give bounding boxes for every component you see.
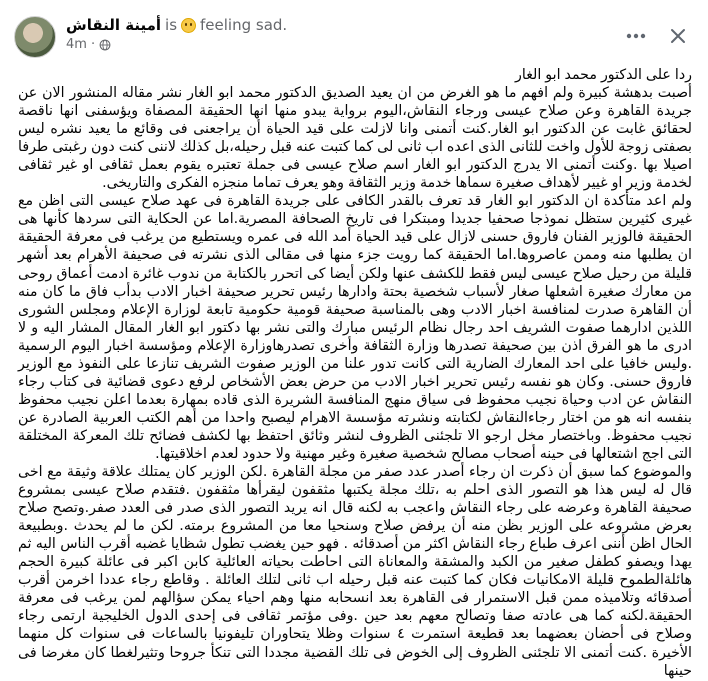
more-options-icon[interactable]	[624, 24, 648, 48]
post-controls	[624, 24, 690, 48]
author-line	[66, 15, 287, 35]
post-paragraph-1: أصبت بدهشة كبيرة ولم افهم ما هو الغرض من ان يعيد الصديق الدكتور محمد ابو الغار نشر مقاله المنشور الان عن جريدة القاهرة وعن صلاح عيسى ورجاء النقاش،اليوم برواية يبدو منها انها الحقيقة المصفاة ويؤسفنى انها ناقصة لحقائق غابت عن الدكتور ابو الغار.كنت أتمنى وانا لازلت على قيد الحياة أن يراجعنى فى وقائع ما يعيد نشره ليس بصفتى زوجة للأول واخت للثانى الذى اعده اب ثانى لى كما كتبت عنه قبل رحيله،بل كذلك لاننى كنت دون رغبتى طرفا اصيلا بها .وكنت أتمنى الا يدرج الدكتور ابو الغار اسم صلاح عيسى فى جملة تعتبره يقوم بعمل ثقافى او غير ثقافى لخدمة وزير او غيير لأهداف صغيرة سماها خدمة وزير الثقافة وهو يعرف تماما منجزه الفكرى والتاريخى.	[18, 85, 692, 192]
post-body	[14, 66, 694, 680]
feeling-text[interactable]: feeling sad.	[200, 16, 288, 34]
post-header	[14, 10, 694, 66]
close-icon[interactable]	[666, 24, 690, 48]
status-prefix: is	[165, 16, 178, 34]
post-greeting: ردا على الدكتور محمد ابو الغار	[515, 67, 692, 83]
author-name[interactable]: أمينة النقاش	[66, 16, 162, 34]
post-meta	[66, 15, 287, 52]
post-subline	[66, 37, 287, 52]
post-timestamp[interactable]: 4m	[66, 37, 87, 52]
post-paragraph-2: ولم اعد متأكدة ان الدكتور ابو الغار قد تعرف بالقدر الكافى على جريدة القاهرة فى عهد صلاح عيسى التى اظن مع غيرى كثيرين ستظل نموذجا صحفيا جديدا ومبتكرا فى تاريخ الصحافة المصرية.اما عن الحكاية التى سردها كأنها هى الحقيقة فالوزير الفنان فاروق حسنى لازال على قيد الحياة أمد الله فى عمره ويستطيع من يرغب فى معرفة الحقيقة ان يطلبها منه وممن عاصروها.اما الحقيقة كما رويت جزء منها فى مقالى الذى نشرته فى صحيفة الأهرام بعد أشهر قليلة من رحيل صلاح عيسى ليس فقط للكشف عنها ولكن أيضا كى اتحرر بالكتابة من ندوب غائرة ادمت أعماق روحى من معارك صغيرة اشعلها صغار لأسباب شخصية بحتة وادارها رئيس تحرير صحيفة اخبار الادب بدأب فاق ما كان منه أن القاهرة صدرت لمنافسة اخبار الادب وهى بالمناسبة صحيفة قومية حكومية تابعة لوزارة الإعلام ومجلس الشورى اللذين ادارهما صفوت الشريف احد رجال نظام الرئيس مبارك والتى نشر بها دكتور ابو الغار المقال المشار اليه و لا ادرى ما هو الفرق اذن بين صحيفة تصدرها وزارة الثقافة وأخرى تصدرهاوزارة الإعلام ومؤسسة اخبار اليوم الرسمية .وليس خافيا على احد المعارك الضارية التى كانت تدور علنا من الوزير صفوت الشريف تنازعا على النفوذ مع الوزير فاروق حسنى. وكان هو نفسه رئيس تحرير اخبار الادب من حرض بعض الأشخاص لرفع دعوى قضائية فى كتاب رجاء النقاش عن ادب وحياة نجيب محفوظ فى سياق منهج المنافسة الشريرة الذى قاده بمهارة بعدما اعلن نجيب محفوظ بنفسه انه هو من اختار رجاءالنقاش لكتابته ونشرته مؤسسة الاهرام ليصبح واحدا من أهم الكتب العربية الصادرة عن نجيب محفوظ. وباختصار مخل ارجو الا تلجئنى الظروف لنشر وثائق احتفظ بها لكشف فضائح تلك المعركة المختلقة التى اجج اشتعالها فى حينه أصحاب مصالح شخصية صغيرة وغير مهنية ولا حدود لعدم اخلاقيتها.	[18, 193, 692, 462]
sad-face-emoji-icon	[181, 18, 196, 33]
separator-dot: ·	[90, 37, 96, 52]
globe-icon[interactable]	[99, 39, 111, 51]
post-paragraph-3: والموضوع كما سبق أن ذكرت ان رجاء أصدر عدد صفر من مجلة القاهرة .لكن الوزير كان يمتلك علاقة وثيقة مع اخى قال له ليس هذا هو التصور الذى احلم به ،تلك مجلة يكتبها مثقفون ليقرأها مثقفون .فتقدم صلاح عيسى بمشروع صحيفة القاهرة وعرضه على رجاء النقاش واعجب به لكنه قال انه يريد التصور الذى صدر فى العدد صفر.وتصح صلاح بعرض مشروعه على الوزير بظن منه أن يرفض صلاح وسنحيا معا من المشروع برمته. لكن ما لم يحدث .وبطبيعة الحال اظن أننى اعرف طباع رجاء النقاش اكثر من أصدقائه . فهو حين يغضب تطول شظايا غضبه أقرب الناس اليه ثم يهدا ويصفو كطفل صغير من الكبد والمشقة والمعاناة التى احاطت بحياته العائلية كابن اكبر فى عائلة كبيرة الحجم هائلةالطموح قليلة الامكانيات فكان كما كتبت عنه قبل رحيله اب ثانى لتلك العائلة . وقاطع رجاء عددا اخرمن أقرب أصدقائه وتلاميذه ممن قبل الاستمرار فى القاهرة بعد انسحابه منها وهم احياء يمكن سؤالهم لمن يرغب فى معرفة الحقيقة.لكنه كما هى عادته صفا وتصالح معهم بعد حين .وفى مؤتمر ثقافى فى إحدى الدول الخليجية ارتمى رجاء وصلاح فى أحضان بعضهما بعد قطيعة استمرت ٤ سنوات وظلا يتحاوران تليفونيا بالساعات فى سنوات كل منهما الأخيرة .كنت أتمنى الا تلجئنى الظروف إلى الخوض فى تلك القضية مجددا التى تنكأ جروحا وتثيرلغطا كان مغرضا فى حينها	[18, 464, 692, 679]
author-avatar[interactable]	[14, 16, 56, 58]
